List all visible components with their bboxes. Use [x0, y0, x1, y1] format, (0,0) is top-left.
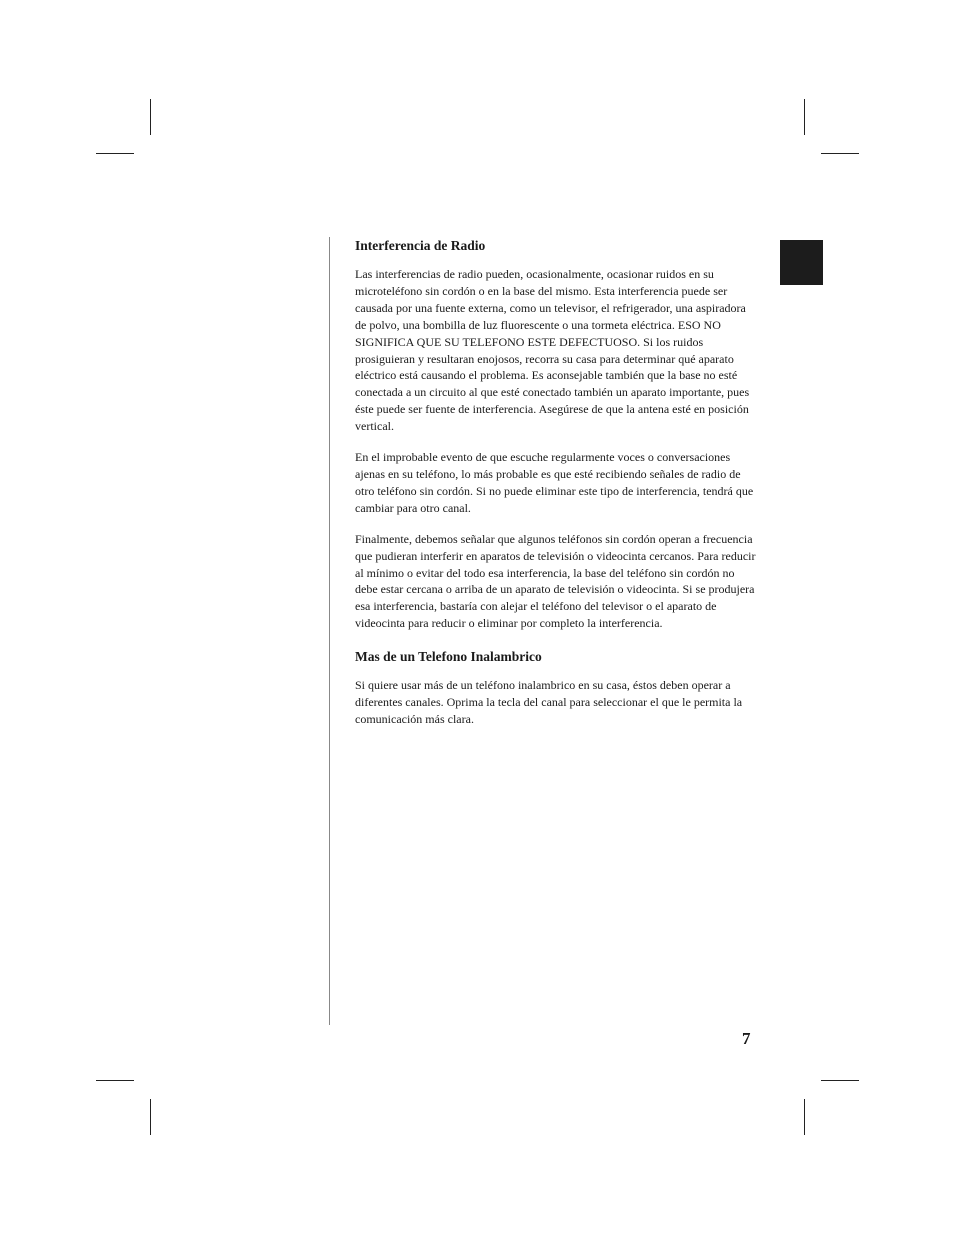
crop-mark-bottom-left-vertical — [150, 1099, 151, 1135]
crop-mark-top-right-horizontal — [821, 153, 859, 154]
crop-mark-bottom-right-vertical — [804, 1099, 805, 1135]
crop-mark-top-left-vertical — [150, 99, 151, 135]
crop-mark-top-right-vertical — [804, 99, 805, 135]
paragraph: Las interferencias de radio pueden, ocasionalmente, ocasionar ruidos en su microteléfono sin cordón o en la base del mismo. Esta interferencia puede ser causada por una fuente externa, como un televisor, el refrigerador, una aspiradora de polvo, una bombilla de luz fluorescente o una tormeta eléctrica. ESO NO SIGNIFICA QUE SU TELEFONO ESTE DEFECTUOSO. Si los ruidos prosiguieran y resultaran enojosos, recorra su casa para determinar qué aparato eléctrico está causando el problema. Es aconsejable también que la base no esté conectada a un circuito al que esté conectado también un aparato importante, pues éste puede ser fuente de interferencia. Asegúrese de que la antena esté en posición vertical. — [355, 267, 750, 434]
paragraph: Si quiere usar más de un teléfono inalambrico en su casa, éstos deben operar a diferentes canales. Oprima la tecla del canal para seleccionar el que le permita la comunicación más clara. — [355, 678, 743, 726]
section-heading-radio-interference: Interferencia de Radio — [355, 238, 486, 253]
section-heading-multiple-phones: Mas de un Telefono Inalambrico — [355, 649, 542, 665]
crop-mark-top-left-horizontal — [96, 153, 134, 154]
margin-rule — [329, 237, 330, 1025]
section-tab-marker — [780, 240, 823, 285]
crop-mark-bottom-left-horizontal — [96, 1080, 134, 1081]
page-number: 7 — [742, 1029, 751, 1048]
paragraph: En el improbable evento de que escuche regularmente voces o conversaciones ajenas en su teléfono, lo más probable es que esté recibiendo señales de radio de otro teléfono sin cordón. Si no puede eliminar este tipo de interferencia, tendrá que cambiar para otro canal. — [355, 450, 754, 515]
page-content — [355, 237, 760, 742]
paragraph: Finalmente, debemos señalar que algunos teléfonos sin cordón operan a frecuencia que pudieran interferir en aparatos de televisión o videocinta cercanos. Para reducir al mínimo o evitar del todo esa interferencia, la base del teléfono sin cordón no debe estar cercana o arriba de un aparato de televisión o videocinta. Si se produjera esa interferencia, bastaría con alejar el teléfono del televisor o el aparato de videocinta para reducir o eliminar por completo la interferencia. — [355, 531, 756, 631]
crop-mark-bottom-right-horizontal — [821, 1080, 859, 1081]
